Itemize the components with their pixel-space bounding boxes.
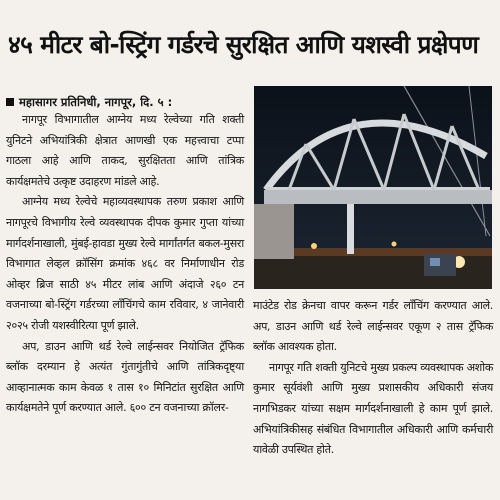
paragraph-2: आग्नेय मध्य रेल्वेचे महाव्यवस्थापक तरुण प्रकाश आणि नागपूरचे विभागीय रेल्वे व्यवस्थापक दीपक कुमार गुप्ता यांच्या मार्गदर्शनाखाली, मुंबई-हावडा मुख्य रेल्वे मार्गांतर्गत बकल-मुसरा विभागात लेव्हल क्रॉसिंग क्रमांक ४६८ वर निर्माणाधीन रोड ओव्हर ब्रिज साठी ४५ मीटर लांब आणि अंदाजे २६० टन वजनाच्या बो-स्ट्रिंग गर्डरच्या लॉंचिंगचे काम रविवार, ४ जानेवारी २०२५ रोजी यशस्वीरित्या पूर्ण झाले. [6, 195, 244, 332]
paragraph-5: नागपूर गति शक्ती युनिटचे मुख्य प्रकल्प व्यवस्थापक अशोक कुमार सूर्यवंशी आणि मुख्य प्रशासकीय अधिकारी संजय नागभिडकर यांच्या सक्षम मार्गदर्शनाखाली हे काम पूर्ण झाले. अभियांत्रिकीसह संबंधित विभागातील अधिकारी आणि कर्मचारी यावेळी उपस्थित होते. [253, 360, 493, 457]
right-column [253, 296, 493, 461]
paragraph-3: अप, डाउन आणि थर्ड रेल्वे लाईन्सवर नियोजित ट्रॅफिक ब्लॉक दरम्यान हे अत्यंत गुंतागुंतीचे आणि तांत्रिकदृष्ट्या आव्हानात्मक काम केवळ १ तास १० मिनिटांत सुरक्षित आणि कार्यक्षमतेने पूर्ण करण्यात आले. ६०० टन वजनाच्या क्रॉलर- [6, 339, 244, 415]
byline-text: महासागर प्रतिनिधी, नागपूर, दि. ५ : [19, 95, 173, 109]
headline: ४५ मीटर बो-स्ट्रिंग गर्डरचे सुरक्षित आणि यशस्वी प्रक्षेपण [8, 30, 479, 59]
left-column [6, 94, 244, 419]
byline [6, 94, 244, 110]
paragraph-4: माउंटेड रोड क्रेनचा वापर करून गर्डर लॉंचिंग करण्यात आले. अप, डाउन आणि थर्ड रेल्वे लाईन्सवर एकूण २ तास ट्रॅफिक ब्लॉक आवश्यक होता. [253, 299, 493, 354]
bullet-square-icon [6, 98, 14, 106]
bridge-photo-icon [254, 86, 492, 289]
bridge-girder-photo [254, 86, 492, 289]
paragraph-1: नागपूर विभागातील आग्नेय मध्य रेल्वेच्या गति शक्ती युनिटने अभियांत्रिकी क्षेत्रात आणखी एक महत्त्वाचा टप्पा गाठला आहे आणि ताकद, सुरक्षितता आणि तांत्रिक कार्यक्षमतेचे उत्कृष्ट उदाहरण मांडले आहे. [6, 113, 244, 188]
